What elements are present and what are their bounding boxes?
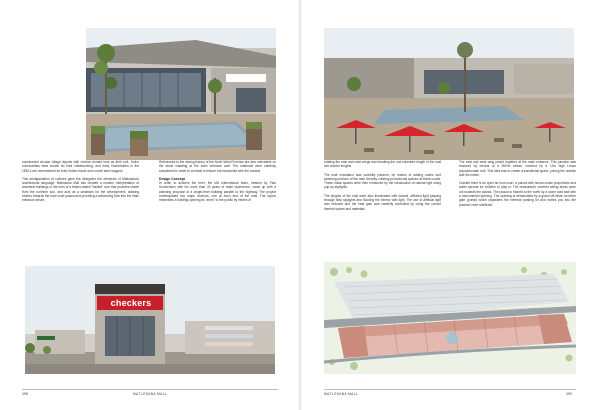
right-col-2	[459, 160, 576, 211]
left-col-1	[22, 160, 139, 207]
paragraph: In order to achieve the brief, the MA international team, headed by Paul Sonnichsen with his more than 30 years of retail experience, came up with a planning proposal of a single-level building parallel to the highway. The project contemplated two major anchors, one at each end of the mall. The layout resembles a building opening its "arms" to the public by means of	[159, 181, 276, 203]
storefront-photo	[25, 266, 275, 374]
paragraph: The east and west wing joined together at the main entrance. This junction was resolved by means of a 360m² atrium, covered by a 12m high Lexan polycarbonate roof. This idea was to create a transitional space, joining the outside and the inside.	[459, 160, 576, 177]
right-col-1	[324, 160, 441, 215]
folio-number: 499	[566, 392, 572, 396]
paragraph: The lengths of the mall were also illuminated with natural, diffused light passing through strip skylights and flooding the interior with light. The use of artificial light was reduced and the heat gain was carefully controlled by using the correct thermal values and materials.	[324, 193, 441, 211]
paragraph: This amalgamation of cultures gave the designers the elements of Matlosana's architectural language. Matlosana Mall has created a modern interpretation of ancestral buildings in the form of a timber-slated "basket" icon that provides shade from the northern sun, and acts as a landmark for the development, drawing visitors towards the food court piazza and providing a welcoming flow into the main entrance atrium.	[22, 176, 139, 203]
entrance-piazza-photo	[86, 28, 276, 160]
folio-number: 498	[22, 392, 28, 396]
right-page	[300, 0, 600, 410]
section-heading: Design Concept	[159, 176, 185, 181]
left-col-2	[159, 160, 276, 207]
running-footer: MATLOSANA MALL	[324, 392, 359, 396]
storefront-sign: checkers	[110, 298, 152, 308]
paragraph: References to the mining history of the North West Province are also noticeable on the stone cladding at the main entrance wall. The materials were carefully considered in order to contrast in texture but harmonise with the context.	[159, 160, 276, 173]
footer-rule	[324, 389, 576, 390]
paragraph: constructed circular village layouts with circular domed huts as their unit. Sotho communities were known for their metalworking, and early Voortrekkers in the 1830's are remembered for their timber-frame and curved steel wagons.	[22, 160, 139, 173]
site-plan-drawing	[324, 262, 576, 374]
food-court-photo	[324, 28, 574, 160]
paragraph: rotating the east and west wings and breaking the one kilometre length of the mall into shorter lengths.	[324, 160, 441, 169]
paragraph: Outside there is an open air food court, a piazza with human scale proportions and water sprouts for children to play in. The restaurants' covered sitting areas open out towards the piazza. The piazza is framed to the north by a stone clad wall with a monumental opening. The opening is demarcated by a grand off-white concrete gate (portal) which separates the external parking lot and invites you into the precinct more sheltered	[459, 181, 576, 207]
paragraph: The mall circulation was carefully planned, by means of adding nodes and widening portions of the mall, thereby creating promotional spaces at these courts. These nodal spaces were then enhanced by the introduction of natural light using pop-up skylights.	[324, 172, 441, 190]
running-footer: MATLOSANA MALL	[133, 392, 168, 396]
spine-shadow	[298, 0, 302, 410]
footer-rule	[22, 389, 278, 390]
